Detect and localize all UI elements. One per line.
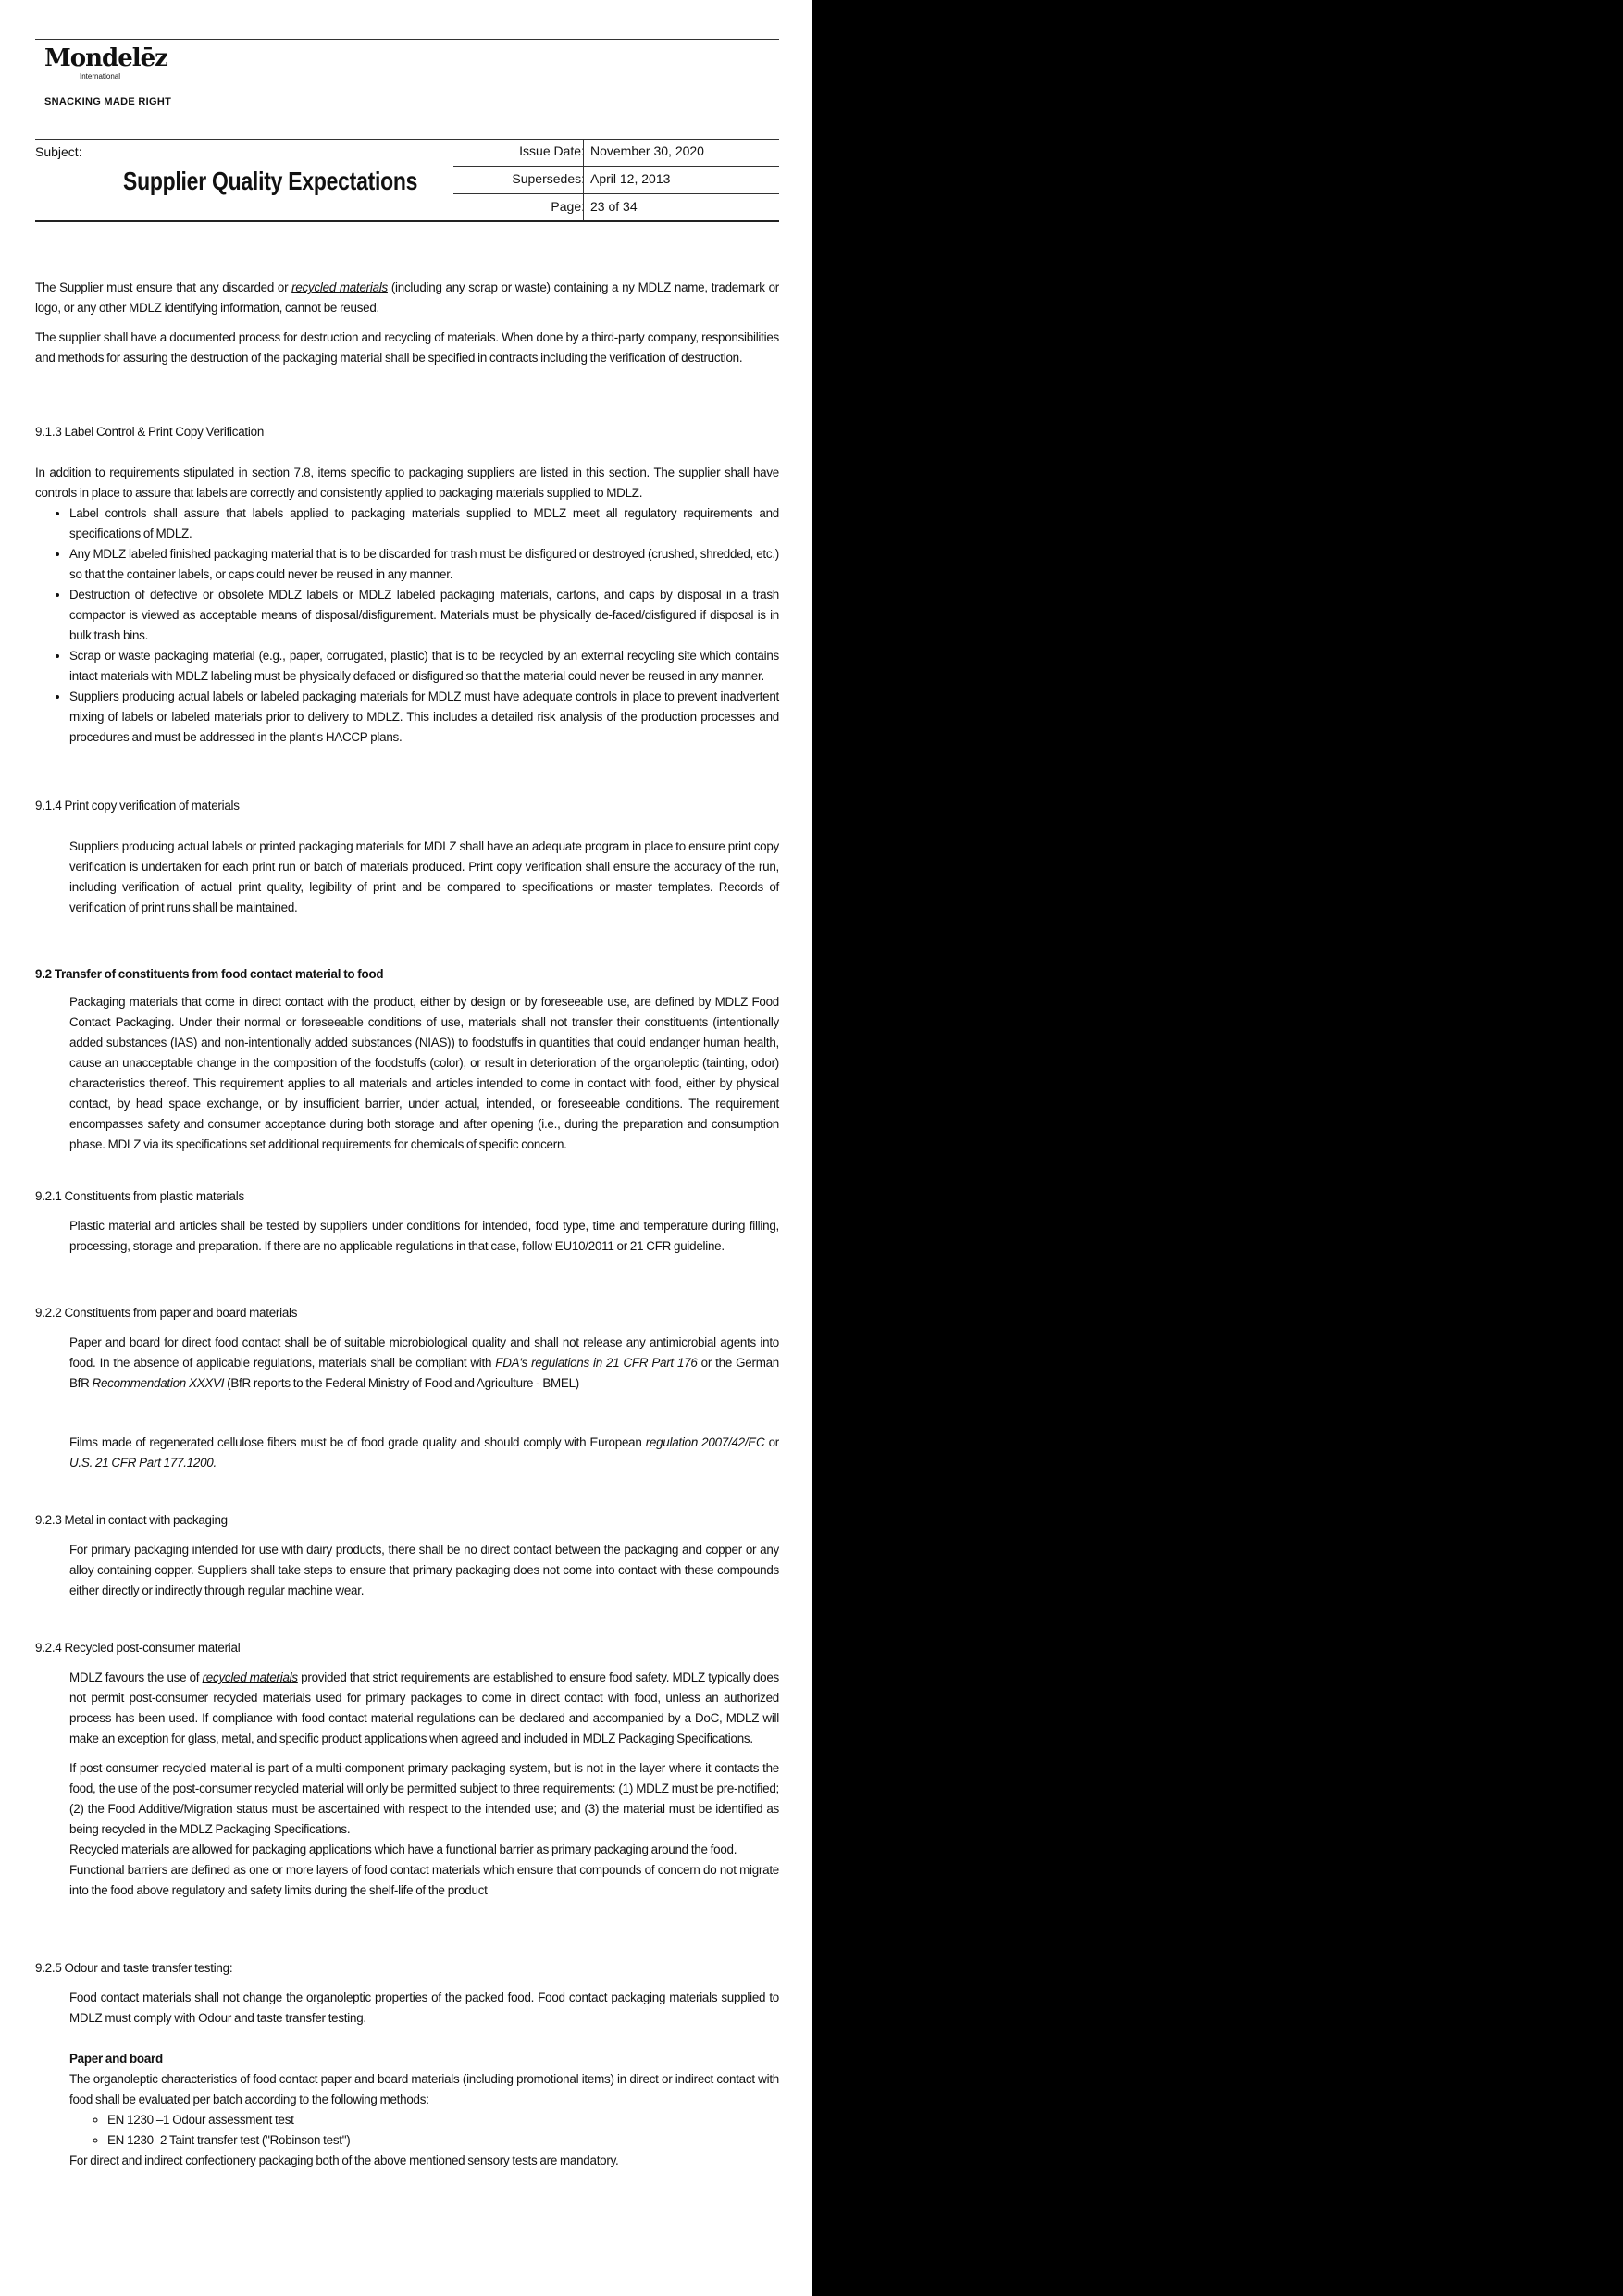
list-item: • Any MDLZ labeled finished packaging material that is to be discarded for trash must be disfigured or destroyed (crushed, shredded, etc.) so that the container labels, or caps could never be reused in any manner. [69, 544, 779, 585]
mondelez-logo [44, 44, 167, 85]
section-heading-9-1-3: 9.1.3 Label Control & Print Copy Verification [35, 425, 265, 439]
brand-wordmark: Mondelēz [44, 44, 167, 72]
paragraph: If post-consumer recycled material is part of a multi-component primary packaging system, but is not in the layer where it contacts the food, the use of the post-consumer recycled material will only be permitted subject to three requirements: (1) MDLZ must be pre-notified; (2) the Food Additive/Migration status must be ascertained with respect to the intended use; and (3) the material must be identified as being recycled in the MDLZ Packaging Specifications. [69, 1761, 779, 1836]
supersedes-date: April 12, 2013 [590, 171, 671, 186]
paragraph: Paper and board for direct food contact shall be of suitable microbiological quality and shall not release any antimicrobial agents into food. In the absence of applicable regulations, materials shall be compliant with FDA's regulations in 21 CFR Part 176 or the German BfR Recommendation XXXVI (BfR reports to the Federal Ministry of Food and Agriculture - BMEL) [69, 1335, 779, 1390]
paragraph: Suppliers producing actual labels or printed packaging materials for MDLZ shall have an adequate program in place to ensure print copy verification is undertaken for each print run or batch of materials produced. Print copy verification shall ensure the accuracy of the run, including verification of actual print quality, legibility of print and be compared to specifications or master templates. Records of verification of print runs shall be maintained. [69, 839, 779, 914]
paragraph: Plastic material and articles shall be tested by suppliers under conditions for intended, food type, time and temperature during filling, processing, storage and preparation. If there are no applicable regulations in that case, follow EU10/2011 or 21 CFR guideline. [69, 1219, 779, 1253]
list-item: ◦ EN 1230 –1 Odour assessment test [107, 2110, 779, 2130]
page-row: Page: 23 of 34 [453, 194, 779, 221]
document-meta [453, 139, 779, 221]
section-heading-9-2: 9.2 Transfer of constituents from food contact material to food [35, 967, 384, 981]
supersedes-row: Supersedes: April 12, 2013 [453, 167, 779, 194]
paragraph: The organoleptic characteristics of food contact paper and board materials (including promotional items) in direct or indirect contact with food shall be evaluated per batch according to the following methods: [69, 2072, 779, 2106]
page-number: 23 of 34 [590, 199, 638, 214]
methods-list [35, 2110, 779, 2151]
subheading-paper-board: Paper and board [69, 2052, 163, 2066]
section-heading-9-2-3: 9.2.3 Metal in contact with packaging [35, 1513, 228, 1527]
section-heading-9-1-4: 9.1.4 Print copy verification of materials [35, 799, 240, 813]
paragraph: Films made of regenerated cellulose fibers must be of food grade quality and should comply with European regulation 2007/42/EC or U.S. 21 CFR Part 177.1200. [69, 1435, 779, 1470]
paragraph: In addition to requirements stipulated in section 7.8, items specific to packaging suppliers are listed in this section. The supplier shall have controls in place to assure that labels are correctly and consistently applied to packaging materials supplied to MDLZ. [35, 465, 779, 500]
top-rule [35, 39, 779, 40]
paragraph: MDLZ favours the use of recycled materials provided that strict requirements are established to ensure food safety. MDLZ typically does not permit post-consumer recycled materials used for primary packages to come in direct contact with food, unless an authorized process has been used. If compliance with food contact material regulations can be declared and accompanied by a DoC, MDLZ will make an exception for glass, metal, and specific product applications when agreed and included in MDLZ Packaging Specifications. [69, 1670, 779, 1745]
list-item: • Scrap or waste packaging material (e.g., paper, corrugated, plastic) that is to be recycled by an external recycling site which contains intact materials with MDLZ labeling must be physically defaced or disfigured so that the material could never be reused in any manner. [69, 646, 779, 687]
section-heading-9-2-1: 9.2.1 Constituents from plastic materials [35, 1189, 244, 1203]
section-heading-9-2-5: 9.2.5 Odour and taste transfer testing: [35, 1961, 233, 1975]
label-control-list [35, 503, 779, 748]
paragraph: Recycled materials are allowed for packaging applications which have a functional barrier as primary packaging around the food. [69, 1843, 737, 1856]
paragraph: The supplier shall have a documented process for destruction and recycling of materials. When done by a third-party company, responsibilities and methods for assuring the destruction of the packaging material shall be specified in contracts including the verification of destruction. [35, 330, 779, 365]
document-header [35, 139, 779, 222]
recycled-materials-link[interactable]: recycled materials [202, 1670, 298, 1684]
list-item: • Suppliers producing actual labels or labeled packaging materials for MDLZ must have adequate controls in place to prevent inadvertent mixing of labels or labeled materials prior to delivery to MDLZ. This includes a detailed risk analysis of the production processes and procedures and must be addressed in the plant's HACCP plans. [69, 687, 779, 748]
paragraph: Packaging materials that come in direct contact with the product, either by design or by foreseeable use, are defined by MDLZ Food Contact Packaging. Under their normal or foreseeable conditions of use, materials shall not transfer their constituents (intentionally added substances (IAS) and non-intentionally added substances (NIAS)) to foodstuffs in quantities that could endanger human health, cause an unacceptable change in the composition of the foodstuffs (color), or result in deterioration of the organoleptic (tainting, odor) characteristics thereof. This requirement applies to all materials and articles intended to come in contact with food, either by physical contact, by head space exchange, or by insufficient barrier, under actual, intended, or foreseeable conditions. The requirement encompasses safety and consumer acceptance during both storage and after opening (i.e., during the preparation and consumption phase. MDLZ via its specifications set additional requirements for chemicals of specific concern. [69, 995, 779, 1151]
paragraph: For primary packaging intended for use with dairy products, there shall be no direct contact between the packaging and copper or any alloy containing copper. Suppliers shall take steps to ensure that primary packaging does not come into contact with these compounds either directly or indirectly through regular machine wear. [69, 1543, 779, 1597]
paragraph: Functional barriers are defined as one or more layers of food contact materials which ensure that compounds of concern do not migrate into the food above regulatory and safety limits during the shelf-life of the product [69, 1863, 779, 1897]
document-title: Supplier Quality Expectations [123, 167, 418, 195]
list-item: • Destruction of defective or obsolete MDLZ labels or MDLZ labeled packaging materials, cartons, and caps by disposal in a trash compactor is viewed as acceptable means of disposal/disfigurement. Materials must be physically de-faced/disfigured if disposal is in bulk trash bins. [69, 585, 779, 646]
paragraph: For direct and indirect confectionery packaging both of the above mentioned sensory tests are mandatory. [69, 2153, 619, 2167]
issue-date: November 30, 2020 [590, 143, 704, 158]
recycled-materials-link[interactable]: recycled materials [291, 280, 388, 294]
section-heading-9-2-2: 9.2.2 Constituents from paper and board materials [35, 1306, 298, 1320]
list-item: ◦ EN 1230–2 Taint transfer test ("Robinson test") [107, 2130, 779, 2151]
section-heading-9-2-4: 9.2.4 Recycled post-consumer material [35, 1641, 241, 1655]
paragraph: The Supplier must ensure that any discarded or recycled materials (including any scrap or waste) containing a ny MDLZ name, trademark or logo, or any other MDLZ identifying information, cannot be reused. [35, 280, 779, 315]
document-body [35, 278, 779, 2180]
subject-label: Subject: [35, 144, 82, 159]
issue-date-row: Issue Date: November 30, 2020 [453, 139, 779, 167]
list-item: • Label controls shall assure that labels applied to packaging materials supplied to MDLZ meet all regulatory requirements and specifications of MDLZ. [69, 503, 779, 544]
paragraph: Food contact materials shall not change the organoleptic properties of the packed food. Food contact packaging materials supplied to MDLZ must comply with Odour and taste transfer testing. [69, 1991, 779, 2025]
brand-tagline: SNACKING MADE RIGHT [44, 96, 172, 107]
brand-sub: International [80, 72, 121, 81]
